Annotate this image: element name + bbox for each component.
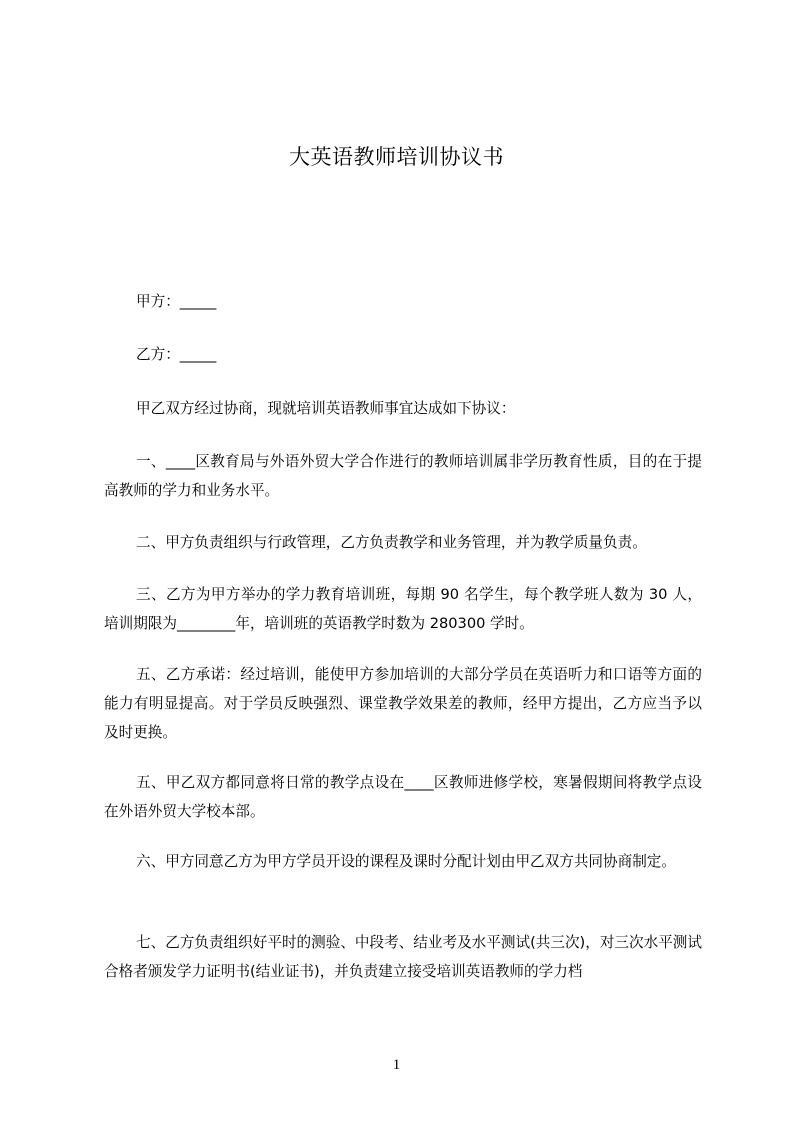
clause-3: 三、乙方为甲方举办的学力教育培训班，每期 90 名学生，每个教学班人数为 30 人，培训期限为________年，培训班的英语教学时数为 280300 学时。	[104, 586, 702, 632]
clause-1: 一、____区教育局与外语外贸大学合作进行的教师培训属非学历教育性质，目的在于提高教师的学力和业务水平。	[104, 453, 702, 499]
clause-2: 二、甲方负责组织与行政管理，乙方负责教学和业务管理，并为教学质量负责。	[136, 534, 647, 551]
intro-paragraph: 甲乙双方经过协商，现就培训英语教师事宜达成如下协议：	[136, 400, 516, 417]
party-b-line: 乙方：_____	[136, 346, 217, 363]
clause-4: 五、乙方承诺：经过培训，能使甲方参加培训的大部分学员在英语听力和口语等方面的能力有明显提高。对于学员反映强烈、课堂教学效果差的教师，经甲方提出，乙方应当予以及时更换。	[104, 666, 702, 741]
clause-5: 五、甲乙双方都同意将日常的教学点设在____区教师进修学校，寒暑假期间将教学点设在外语外贸大学校本部。	[104, 774, 702, 820]
document-title: 大英语教师培训协议书	[289, 145, 504, 169]
party-a-line: 甲方：_____	[136, 293, 217, 310]
clause-6: 六、甲方同意乙方为甲方学员开设的课程及课时分配计划由甲乙双方共同协商制定。	[136, 853, 676, 870]
page-number: 1	[392, 1057, 401, 1073]
clause-7: 七、乙方负责组织好平时的测验、中段考、结业考及水平测试(共三次)，对三次水平测试合格者颁发学力证明书(结业证书)，并负责建立接受培训英语教师的学力档	[104, 934, 702, 980]
